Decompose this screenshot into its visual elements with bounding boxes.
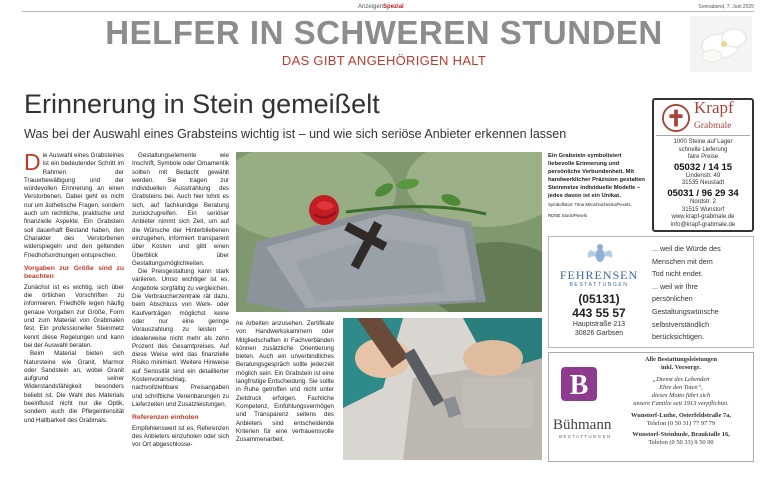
krapf-street: Lindenstr. 49 — [685, 172, 721, 179]
fehrensen-city: 30826 Garbsen — [574, 330, 624, 337]
paragraph: ne Arbeiten anzusehen. Zertifikate von Handwerkskammern oder Mitgliedschaften in Fachverbänden können zusätzliche Orientierung bieten. Auch ein unverbindliches Beratungsgespräch sollte jederzeit möglich sein. Ein Grabstein ist eine langfristige Entscheidung. Sie sollte in Ruhe getroffen und nicht unter Zeitdruck erfolgen. Fachliche Kompetenz, Einfühlungsvermögen und Transparenz seitens des Anbieters sind entscheidende Kriterien für eine vertrauensvolle Zusammenarbeit. — [236, 320, 334, 444]
gravestone-rose-photo — [236, 152, 542, 312]
ad-krapf-grabmale — [652, 98, 754, 232]
stonemason-photo — [343, 318, 542, 460]
article-title: Erinnerung in Stein gemeißelt — [24, 89, 380, 119]
ad-fehrensen-bestattungen — [548, 236, 754, 348]
paragraph: Empfehlenswert ist es, Referenzen des Anbieters einzuholen oder sich vor Ort abgeschlosse- — [132, 424, 229, 449]
krapf-city: 31515 Wunstorf — [681, 206, 725, 213]
paragraph: Gestaltungselemente wie Inschrift, Symbole oder Ornamentik sollten mit Bedacht gewählt werden. Sie tragen zur individuellen Ausstrahlung des Grabsteins bei. Auch hier lohnt es sich, auf fachkundige Beratung zurückzugreifen. Ein seriöser Anbieter nimmt sich Zeit, um auf die Wünsche der Hinterbliebenen einzugehen, informiert transparent über Kosten und gibt einen Überblick über Gestaltungsmöglichkeiten. — [132, 152, 229, 267]
section-label: AnzeigenSpezial — [358, 4, 404, 10]
buehmann-logo — [555, 365, 605, 405]
krapf-line: faire Preise — [687, 154, 719, 161]
krapf-phone-neustadt: 05032 / 14 15 — [673, 161, 733, 173]
fehrensen-area-code: (05131) — [578, 292, 620, 306]
fehrensen-phone: 443 55 57 — [572, 306, 626, 320]
fehrensen-name: FEHRENSEN — [559, 268, 639, 282]
fehrensen-subtitle: BESTATTUNGEN — [569, 282, 629, 288]
white-flowers-image — [690, 16, 752, 72]
article-column-3 — [236, 320, 334, 444]
ad-buehmann-bestattungen — [548, 352, 754, 462]
top-bar — [22, 2, 754, 12]
drop-cap: D — [24, 149, 41, 175]
paragraph: Zunächst ist es wichtig, sich über die örtlichen Vorschriften zu informieren. Friedhöfe legen häufig genaue Vorgaben zur Größe, Form und zum Material von Grabmalen fest. Ein professioneller Steinmetz kennt diese Regelungen und kann bei der Auswahl beraten. — [24, 283, 124, 349]
krapf-subtitle: Grabmale — [694, 121, 732, 131]
krapf-email: info@krapf-grabmale.de — [670, 221, 736, 228]
krapf-city: 31535 Neustadt — [681, 180, 725, 187]
fehrensen-street: Hauptstraße 213 — [572, 321, 626, 328]
page-subhead: DAS GIBT ANGEHÖRIGEN HALT — [281, 53, 487, 68]
krapf-phone-wunstorf: 05031 / 96 29 34 — [667, 187, 739, 199]
krapf-logo — [656, 98, 750, 136]
fehrensen-contact — [549, 237, 649, 347]
cross-emblem-icon — [662, 104, 690, 132]
subheading-references: Referenzen einholen — [132, 414, 199, 422]
krapf-line: schnelle Lieferung — [678, 146, 728, 153]
buehmann-text: Alle Bestattungsleistungen inkl. Vorsorge. „Dienst des Lebenden Ehre den Toten“, dieses Motto führt sich unsere Familie seit 1913 verpflichtet. Wunstorf-Luthe, Osterfeldstraße 7a, Telefon (0 50 31) 77 97 79 Wunstorf-Steinhude, Brauktalle 16, Telefon (0 50 33) 9 50 00 — [631, 356, 731, 446]
angel-icon — [585, 240, 615, 266]
krapf-line: 1000 Steine auf Lager — [673, 139, 733, 145]
krapf-street: Nordstr. 2 — [689, 198, 716, 205]
buehmann-logo-letter: B — [569, 370, 589, 401]
buehmann-subtitle: BESTATTUNGEN — [559, 434, 612, 439]
photo-credit: Symbolfotos: Tima Miroshnichenko/Pexels, — [548, 202, 632, 207]
article-column-1 — [24, 149, 124, 425]
photo-caption: Ein Grabstein symbolisiert liebevolle Erinnerung und persönliche Verbundenheit. Mit handwerklicher Präzision gestalten Steinmetze individuelle Modelle – jedes davon ist ein Unikat. Symbolfotos: Tima Miroshnichenko/Pexels, RDNE Stock/Pexels — [548, 152, 648, 220]
paragraph: Die Auswahl eines Grabsteines ist ein bedeutender Schritt im Rahmen der Trauerbewältigung und der würdevollen Erinnerung an einen Verstorbenen. Dabei geht es nicht nur um ästhetische Fragen, sondern auch um rechtliche, praktische und finanzielle Aspekte. Ein Grabstein soll dauerhaft Bestand haben, den Charakter des Verstorbenen widerspiegeln und den geltenden Friedhofsordnungen entsprechen. — [24, 149, 124, 259]
issue-date: Sonnabend, 7. Juni 2025 — [698, 4, 754, 10]
article-deck: Was bei der Auswahl eines Grabsteins wichtig ist – und wie sich seriöse Anbieter erkennen lassen — [24, 127, 567, 141]
article-column-2 — [132, 152, 229, 450]
krapf-website: www.krapf-grabmale.de — [671, 214, 735, 221]
fehrensen-slogan: ... weil die Würde des Menschen mit dem Tod nicht endet. ... weil wir Ihre persönlichen Gestaltungswünsche selbstverständlich berücksichtigen. — [652, 244, 721, 342]
page-headline: HELFER IN SCHWEREN STUNDEN — [105, 14, 663, 51]
paragraph: Beim Material bieten sich Natursteine wie Granit, Marmor oder Sandstein an, wobei Granit aufgrund seiner Widerstandsfähigkeit besonders beliebt ist. Die Wahl des Materials beeinflusst nicht nur die Optik, sondern auch die Pflegeintensität und Haltbarkeit des Grabmals. — [24, 350, 124, 424]
subheading-size-rules: Vorgaben zur Größe sind zu beachten — [24, 264, 124, 281]
krapf-name: Krapf — [694, 98, 734, 117]
buehmann-name: Bühmann — [553, 417, 612, 433]
paragraph: Die Preisgestaltung kann stark variieren. Umso wichtiger ist es, Angebote sorgfältig zu vergleichen. Die Verbraucherzentrale rät dazu, beim Abschluss von Werk- oder Kaufverträgen möglichst keine oder nur eine geringe Vorauszahlung zu leisten – idealerweise nicht mehr als zehn Prozent des Gesamtpreises. Auf diese Weise wird das finanzielle Risiko minimiert. Weitere Hinweise auf Seriosität sind ein detaillierter Kostenvoranschlag, nachvollziehbare Preisangaben und schriftliche Vereinbarungen zu Lieferzeiten und Zusatzleistungen. — [132, 268, 229, 408]
photo-credit: RDNE Stock/Pexels — [548, 213, 588, 218]
